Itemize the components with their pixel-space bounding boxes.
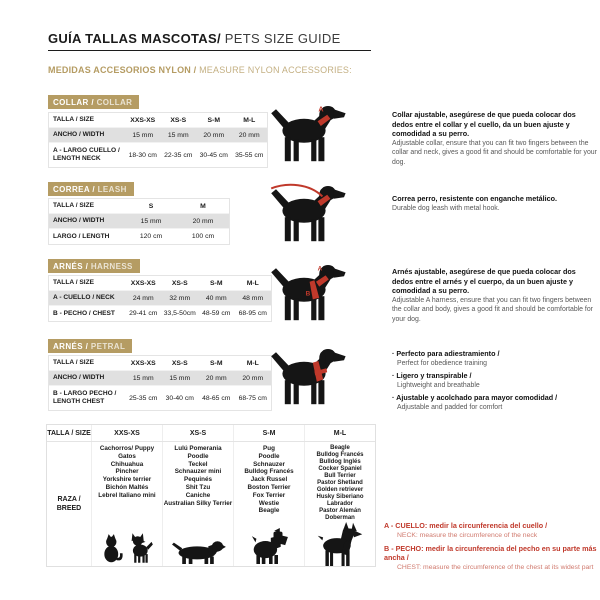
petral-dog-figure: [268, 342, 356, 417]
table-cell: 20 mm: [205, 374, 227, 382]
collar-width-row: [49, 128, 267, 143]
petral-width-values: [125, 371, 271, 385]
harness-description: [392, 267, 598, 324]
petral-bullet-es: · Ligero y transpirable /: [392, 371, 600, 381]
size-column-header: M-L: [246, 359, 259, 367]
breed-name: Cocker Spaniel: [318, 466, 362, 472]
petral-bullet: [392, 371, 600, 390]
doberman-silhouette-icon: [309, 522, 371, 566]
breed-name: Beagle: [258, 507, 280, 515]
leash-dog-figure: [268, 181, 356, 252]
note-b-es: B - PECHO: medir la circunferencia del pecho en su parte más ancha /: [384, 544, 597, 562]
table-cell: 15 mm: [169, 374, 191, 382]
harness-neck-row: [49, 291, 271, 306]
page-title-es: GUÍA TALLAS MASCOTAS/: [48, 31, 221, 46]
harness-desc-en: Adjustable A harness, ensure that you can fit two fingers between the collar and body, gives a good fit and should be comfortable for your dog.: [392, 296, 593, 323]
table-cell: 68-95 cm: [238, 310, 267, 317]
dachshund-silhouette-icon: [170, 538, 226, 564]
table-cell: 30-45 cm: [199, 151, 228, 159]
breed-name: Bulldog Inglés: [319, 459, 361, 465]
breed-name: Pequinés: [184, 476, 212, 484]
leash-desc-en: Durable dog leash with metal hook.: [392, 204, 500, 212]
breed-name: Bull Terrier: [324, 473, 356, 479]
breed-name: Schnauzer mini: [174, 468, 222, 476]
breed-name: Fox Terrier: [252, 491, 286, 499]
size-column-header: XS-S: [170, 116, 187, 124]
petral-size-table: [48, 355, 272, 411]
petral-bullet-en: Adjustable and padded for comfort: [397, 403, 503, 411]
size-column-header: XS-S: [162, 425, 233, 441]
petral-table-header-values: [125, 356, 271, 370]
table-cell: 20 mm: [192, 217, 214, 225]
m-l-animal-figures: [305, 522, 375, 566]
petral-table-header-label: TALLA / SIZE: [53, 359, 95, 366]
breed-column-xs-s: [162, 442, 233, 566]
harness-table-header-row: [49, 276, 271, 291]
petral-section-badge: [48, 339, 132, 353]
size-column-header: S-M: [210, 359, 223, 367]
collar-desc-en: Adjustable collar, ensure that you can fit two fingers between the collar and neck, gives a good fit and should be comfortable for your dog.: [392, 139, 597, 166]
dog-silhouette-leash-icon: [268, 181, 356, 247]
petral-bullet-es: · Perfecto para adiestramiento /: [392, 349, 600, 359]
breed-name: Teckel: [188, 460, 208, 468]
breed-name: Lulú Pomerania: [174, 445, 222, 452]
collar-neck-length-row: [49, 143, 267, 167]
petral-badge-en: PETRAL: [90, 341, 126, 351]
breed-name: Pastor Shetland: [317, 480, 363, 486]
breed-name: Lebrel Italiano mini: [98, 491, 156, 499]
harness-section-badge: [48, 259, 140, 273]
leash-badge-en: LEASH: [97, 184, 127, 194]
breed-name: Chihuahua: [110, 460, 144, 468]
collar-marker-a: A: [318, 104, 324, 114]
breed-list-s-m: [234, 445, 304, 515]
leash-section-badge: [48, 182, 134, 196]
harness-neck-values: [125, 291, 271, 305]
table-cell: 32 mm: [169, 294, 191, 302]
table-cell: 30-40 cm: [165, 394, 194, 402]
s-m-animal-figures: [234, 528, 304, 566]
breed-name: Caniche: [185, 491, 211, 499]
leash-desc-es: Correa perro, resistente con enganche metálico.: [392, 194, 557, 203]
petral-width-row: [49, 371, 271, 386]
size-column-header: S: [148, 202, 154, 210]
xs-s-animal-figures: [163, 538, 233, 566]
leash-size-table: [48, 198, 230, 245]
collar-section-badge: [48, 95, 139, 109]
size-column-header: S-M: [207, 116, 220, 124]
harness-chest-row: [49, 306, 271, 321]
table-cell: 24 mm: [132, 294, 154, 302]
breed-name: Bulldog Francés: [316, 452, 364, 458]
breed-size-table: [46, 424, 376, 567]
breed-column-m-l: [304, 442, 375, 566]
note-a-es: A - CUELLO: medir la circunferencia del cuello /: [384, 521, 548, 530]
breed-column-s-m: [233, 442, 304, 566]
harness-neck-label: A - CUELLO / NECK: [53, 294, 115, 301]
leash-length-row: [49, 229, 229, 244]
breed-table-body: [47, 442, 375, 566]
leash-width-values: [125, 214, 229, 228]
leash-badge-es: CORREA /: [53, 184, 98, 194]
breed-name: Husky Siberiano: [316, 494, 364, 500]
collar-table-header-row: [49, 113, 267, 128]
breed-column-xxs-xs: [91, 442, 162, 566]
table-cell: 18-30 cm: [128, 151, 157, 159]
collar-desc-es: Collar ajustable, asegúrese de que pueda colocar dos dedos entre el collar y el cuello, da un buen ajuste y comodidad a su perro.: [392, 110, 576, 138]
page-subtitle-es: MEDIDAS ACCESORIOS NYLON /: [48, 65, 200, 75]
table-cell: 20 mm: [203, 131, 225, 139]
harness-marker-a: A: [317, 265, 323, 273]
petral-bullet: [392, 349, 600, 368]
breed-name: Westie: [258, 499, 280, 507]
size-column-header: XXS-XS: [130, 279, 156, 287]
leash-table-header-row: [49, 199, 229, 214]
breed-name: Jack Russel: [250, 476, 288, 484]
petral-table-header-row: [49, 356, 271, 371]
breed-name: Pug: [263, 445, 275, 452]
collar-table-header-values: [125, 113, 267, 127]
breed-table-header-label: TALLA / SIZE: [47, 429, 91, 437]
collar-size-table: [48, 112, 268, 168]
petral-feature-list: [392, 349, 600, 415]
petral-bullet-en: Perfect for obedience training: [397, 359, 488, 367]
collar-badge-es: COLLAR /: [53, 97, 97, 107]
table-cell: 15 mm: [167, 131, 189, 139]
size-column-header: XS-S: [171, 359, 188, 367]
leash-table-header-values: [125, 199, 229, 213]
leash-width-label: ANCHO / WIDTH: [53, 217, 105, 224]
breed-name: Pastor Alemán: [319, 508, 361, 514]
petral-bullet-es: · Ajustable y acolchado para mayor comodidad /: [392, 393, 600, 403]
breed-name: Boston Terrier: [247, 483, 291, 491]
leash-table-header-label: TALLA / SIZE: [53, 202, 95, 209]
collar-dog-figure: [268, 101, 356, 172]
dog-silhouette-harness-icon: [268, 258, 356, 328]
dog-silhouette-collar-icon: [268, 101, 356, 167]
page-subtitle-en: MEASURE NYLON ACCESSORIES:: [199, 65, 352, 75]
size-column-header: S-M: [233, 425, 304, 441]
size-column-header: XS-S: [171, 279, 188, 287]
breed-name: Schnauzer: [253, 460, 285, 468]
table-cell: 35-55 cm: [235, 151, 264, 159]
harness-chest-label: B - PECHO / CHEST: [53, 309, 115, 317]
breed-name: Shit Tzu: [185, 483, 211, 491]
size-column-header: M-L: [243, 116, 256, 124]
size-column-header: S-M: [210, 279, 223, 287]
table-cell: 20 mm: [242, 374, 264, 382]
breed-table-header-row: [47, 425, 375, 442]
table-cell: 48 mm: [242, 294, 264, 302]
harness-badge-es: ARNÉS /: [53, 261, 91, 271]
table-cell: 100 cm: [191, 233, 215, 240]
leash-width-row: [49, 214, 229, 229]
measuring-notes: [384, 521, 598, 576]
collar-width-values: [125, 128, 267, 142]
table-cell: 33,5-50cm: [163, 310, 196, 317]
petral-chest-length-row: [49, 386, 271, 410]
table-cell: 120 cm: [139, 233, 163, 240]
table-cell: 15 mm: [132, 131, 154, 139]
table-cell: 40 mm: [205, 294, 227, 302]
breed-list-m-l: [305, 445, 375, 522]
chihuahua-silhouette-icon: [129, 532, 155, 564]
xxs-xs-animal-figures: [92, 532, 162, 566]
size-column-header: M-L: [304, 425, 375, 441]
table-cell: 29-41 cm: [129, 310, 158, 317]
breed-name: Poodle: [187, 452, 209, 460]
dog-silhouette-petral-icon: [268, 342, 356, 412]
size-column-header: XXS-XS: [130, 116, 156, 124]
leash-length-values: [125, 229, 229, 244]
breed-name: Doberman: [325, 515, 355, 521]
collar-description: [392, 110, 598, 167]
breed-table-header-values: [91, 425, 375, 441]
collar-width-label: ANCHO / WIDTH: [53, 131, 105, 138]
petral-bullet: [392, 393, 600, 412]
note-a-en: NECK: measure the circumference of the neck: [397, 532, 538, 539]
breed-list-xxs-xs: [92, 445, 162, 500]
table-cell: 15 mm: [140, 217, 162, 225]
leash-length-label: LARGO / LENGTH: [53, 232, 110, 240]
harness-table-header-label: TALLA / SIZE: [53, 279, 95, 286]
harness-dog-figure: [268, 258, 356, 333]
harness-table-header-values: [125, 276, 271, 290]
breed-name: Gatos: [118, 452, 136, 460]
breed-name: Yorkshire terrier: [102, 476, 152, 484]
page-title: [48, 31, 371, 51]
harness-desc-es: Arnés ajustable, asegúrese de que pueda colocar dos dedos entre el arnés y el cuerpo, da un buen ajuste y comodidad a su perro.: [392, 267, 576, 295]
breed-name: Beagle: [330, 445, 350, 451]
breed-name: Cachorros/ Puppy: [99, 445, 155, 452]
size-column-header: M-L: [246, 279, 259, 287]
page-subtitle: [48, 65, 352, 75]
collar-badge-en: COLLAR: [96, 97, 133, 107]
page-title-en: PETS SIZE GUIDE: [220, 31, 341, 46]
breed-name: Pincher: [115, 468, 139, 476]
table-cell: 48-65 cm: [202, 394, 231, 402]
cat-silhouette-icon: [100, 532, 126, 564]
size-column-header: M: [200, 202, 206, 210]
collar-table-header-label: TALLA / SIZE: [53, 116, 95, 123]
collar-neck-length-values: [125, 143, 267, 167]
schnauzer-silhouette-icon: [248, 528, 290, 564]
table-cell: 48-59 cm: [202, 310, 231, 317]
breed-name: Australian Silky Terrier: [163, 499, 233, 507]
collar-neck-length-label: A - LARGO CUELLO / LENGTH NECK: [53, 147, 120, 162]
leash-description: [392, 194, 598, 213]
petral-badge-es: ARNÉS /: [53, 341, 91, 351]
table-cell: 22-35 cm: [164, 151, 193, 159]
table-cell: 15 mm: [132, 374, 154, 382]
breed-list-xs-s: [163, 445, 233, 507]
harness-chest-values: [125, 306, 271, 321]
note-b-en: CHEST: measure the circumference of the chest at its widest part: [397, 564, 594, 571]
petral-chest-length-label: B - LARGO PECHO / LENGTH CHEST: [53, 390, 117, 405]
harness-badge-en: HARNESS: [90, 261, 133, 271]
table-cell: 25-35 cm: [129, 394, 158, 402]
harness-marker-b: B: [305, 290, 311, 298]
petral-chest-length-values: [125, 386, 271, 410]
petral-bullet-en: Lightweight and breathable: [397, 381, 480, 389]
size-column-header: XXS-XS: [130, 359, 156, 367]
breed-row-label: RAZA / BREED: [56, 496, 82, 512]
size-column-header: XXS-XS: [91, 425, 162, 441]
breed-name: Golden retriever: [316, 487, 364, 493]
table-cell: 20 mm: [238, 131, 260, 139]
breed-name: Poodle: [258, 452, 280, 460]
table-cell: 68-75 cm: [238, 394, 267, 402]
breed-name: Bichón Maltés: [105, 483, 149, 491]
breed-name: Bulldog Francés: [244, 468, 294, 476]
breed-name: Labrador: [326, 501, 353, 507]
harness-size-table: [48, 275, 272, 322]
petral-width-label: ANCHO / WIDTH: [53, 374, 105, 381]
